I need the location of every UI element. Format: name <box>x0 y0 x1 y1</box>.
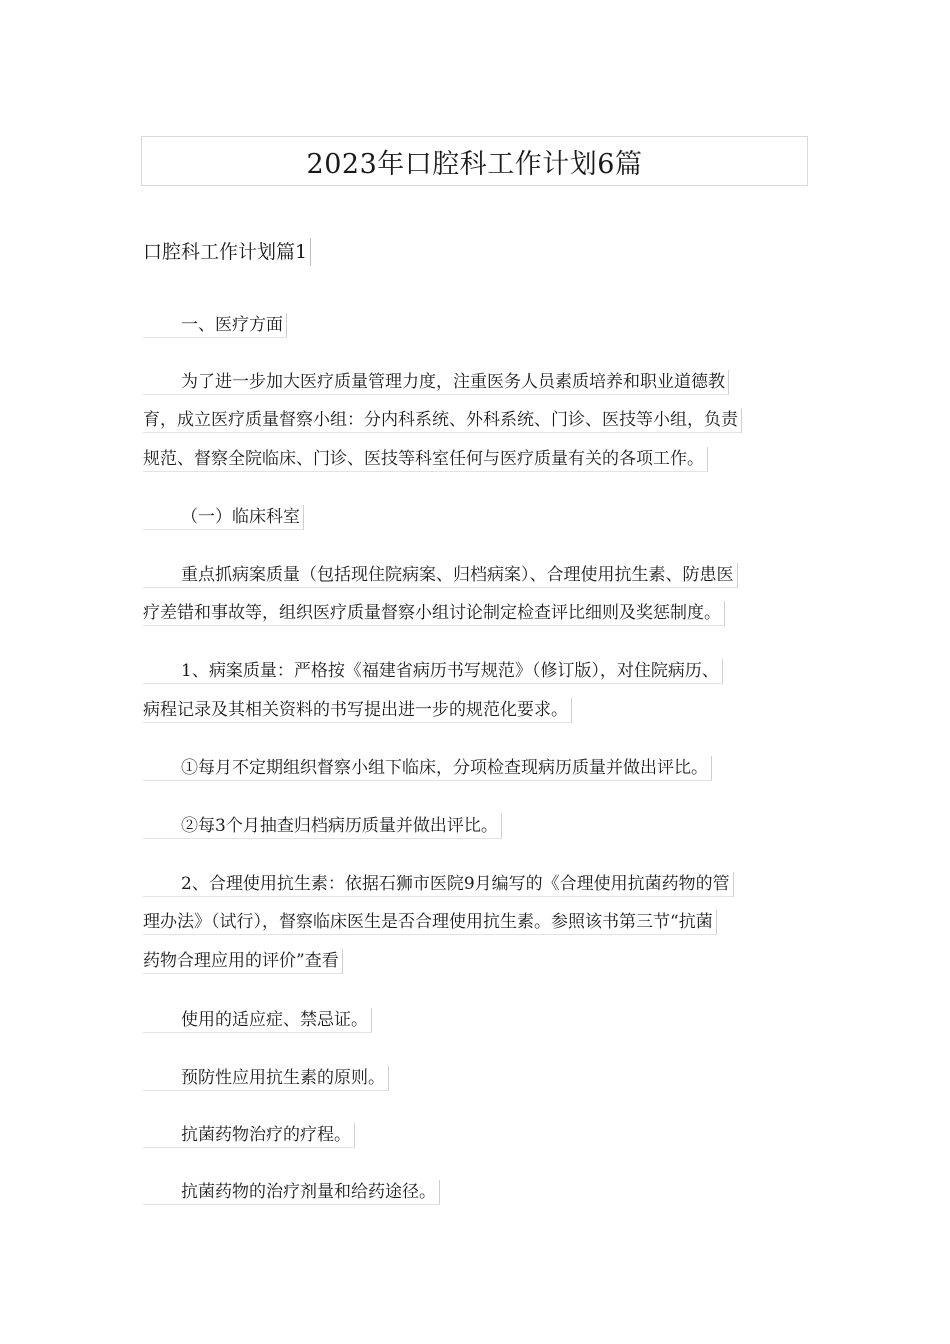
paragraph-line: 一、医疗方面 <box>143 313 287 338</box>
paragraph-line: 1、病案质量：严格按《福建省病历书写规范》（修订版），对住院病历、 <box>143 659 723 684</box>
paragraph-line: 育，成立医疗质量督察小组：分内科系统、外科系统、门诊、医技等小组，负责 <box>143 408 742 433</box>
paragraph-line: 规范、督察全院临床、门诊、医技等科室任何与医疗质量有关的各项工作。 <box>143 447 708 472</box>
paragraph-line: 预防性应用抗生素的原则。 <box>143 1066 389 1091</box>
paragraph-line: 病程记录及其相关资料的书写提出进一步的规范化要求。 <box>143 698 572 723</box>
paragraph-line: 重点抓病案质量（包括现住院病案、归档病案）、合理使用抗生素、防患医 <box>143 563 738 588</box>
paragraph-line: 抗菌药物的治疗剂量和给药途径。 <box>143 1180 440 1205</box>
paragraph-line: 理办法》（试行），督察临床医生是否合理使用抗生素。参照该书第三节“抗菌 <box>143 910 717 935</box>
section-heading: 口腔科工作计划篇1 <box>143 238 311 266</box>
paragraph-line: 抗菌药物治疗的疗程。 <box>143 1123 355 1148</box>
paragraph-line: 2、合理使用抗生素：依据石狮市医院9月编写的《合理使用抗菌药物的管 <box>143 872 734 897</box>
paragraph-line: 使用的适应症、禁忌证。 <box>143 1008 372 1033</box>
paragraph-line: 疗差错和事故等，组织医疗质量督察小组讨论制定检查评比细则及奖惩制度。 <box>143 601 725 626</box>
paragraph-line: ①每月不定期组织督察小组下临床，分项检查现病历质量并做出评比。 <box>143 756 712 781</box>
document-title: 2023年口腔科工作计划6篇 <box>141 136 808 186</box>
paragraph-line: 药物合理应用的评价”查看 <box>143 949 343 974</box>
paragraph-line: （一）临床科室 <box>143 505 304 530</box>
paragraph-line: 为了进一步加大医疗质量管理力度，注重医务人员素质培养和职业道德教 <box>143 370 729 395</box>
paragraph-line: ②每3个月抽查归档病历质量并做出评比。 <box>143 814 502 839</box>
